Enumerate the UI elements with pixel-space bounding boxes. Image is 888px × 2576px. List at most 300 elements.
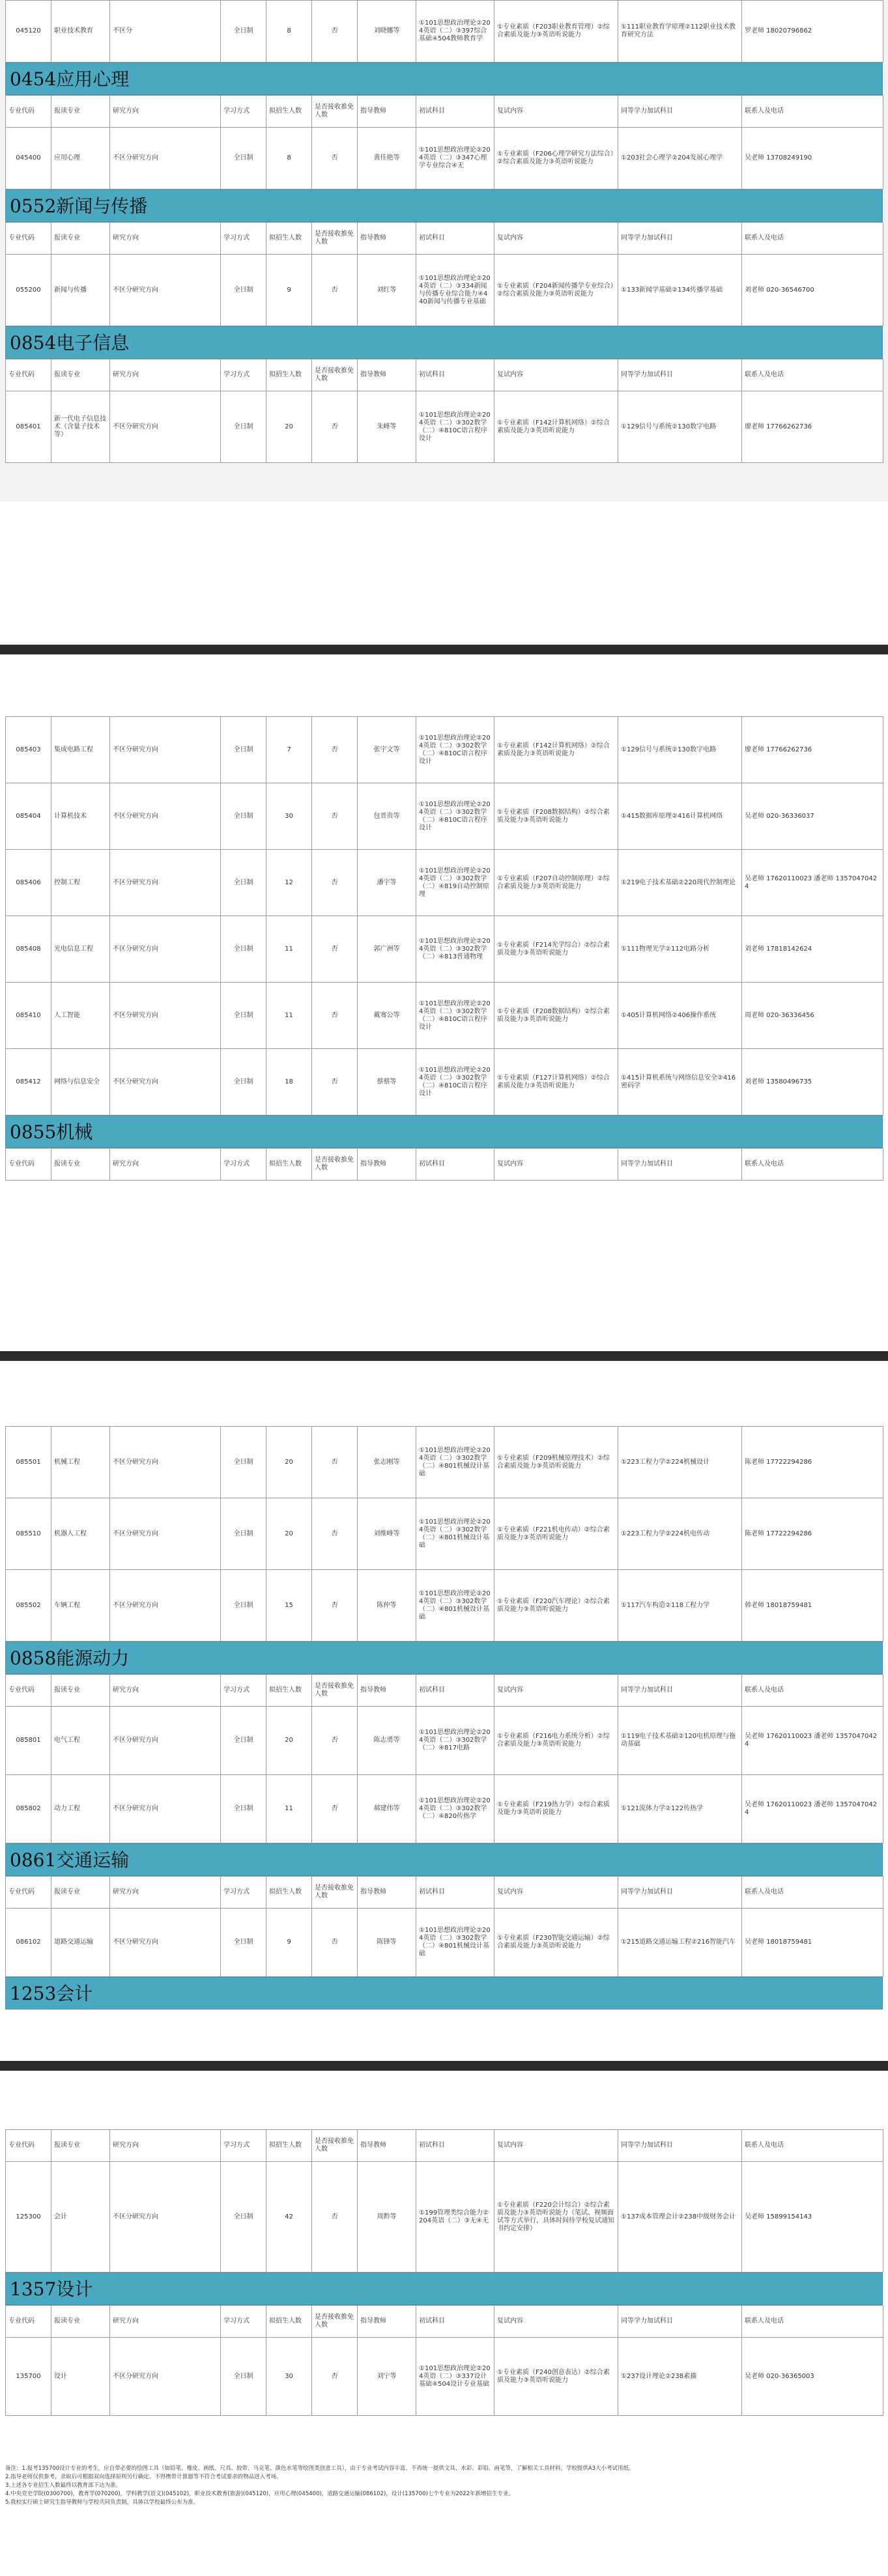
column-header: 专业代码 — [6, 1877, 51, 1909]
cell-mode: 全日制 — [221, 916, 266, 983]
cell-major: 新闻与传播 — [51, 255, 110, 326]
cell-tuimian: 否 — [312, 1427, 358, 1498]
table-row — [6, 1, 883, 63]
column-header: 同等学力加试科目 — [618, 1877, 742, 1909]
cell-mode: 全日制 — [221, 1498, 266, 1570]
cell-major: 动力工程 — [51, 1775, 110, 1843]
table-row — [6, 1049, 883, 1115]
cell-dir: 不区分研究方向 — [110, 1570, 221, 1642]
column-header: 是否接收推免人数 — [312, 1675, 358, 1707]
section-title: 1357设计 — [5, 2273, 883, 2305]
cell-contact: 罗老师 18020796862 — [742, 1, 883, 63]
column-header: 是否接收推免人数 — [312, 96, 358, 128]
column-header: 复试内容 — [494, 223, 618, 255]
cell-num: 11 — [266, 983, 312, 1049]
cell-retest: ①专业素质（F209机械原理技术）②综合素质及能力③英语听说能力 — [494, 1427, 618, 1498]
column-header: 初试科目 — [416, 359, 494, 391]
column-header: 研究方向 — [110, 2306, 221, 2338]
cell-exam: ①101思想政治理论②204英语（二）③302数学（二）④810C语言程序设计 — [416, 983, 494, 1049]
note-line: 4.中央党史学院(0300700)，教育学(070200)，学科教学(语文)(045102)，职业技术教育(旅游)(045120)，应用心理(045400)，道路交通运输(086102)，设计(135700)七个专业为2022年新增招生专业。 — [5, 2491, 514, 2497]
cell-major: 控制工程 — [51, 850, 110, 916]
page-separator — [0, 645, 888, 654]
page-separator — [0, 1351, 888, 1361]
cell-retest: ①专业素质（F127计算机网络）②综合素质及能力③英语听说能力 — [494, 1049, 618, 1115]
cell-num: 30 — [266, 2338, 312, 2416]
column-header: 指导教师 — [358, 1149, 416, 1181]
cell-major: 会计 — [51, 2162, 110, 2273]
column-header: 初试科目 — [416, 1675, 494, 1707]
table-row — [6, 1909, 883, 1977]
column-header: 同等学力加试科目 — [618, 2130, 742, 2162]
cell-retest: ①专业素质（F208数据结构）②综合素质及能力③英语听说能力 — [494, 783, 618, 850]
column-header: 研究方向 — [110, 96, 221, 128]
cell-num: 42 — [266, 2162, 312, 2273]
section-title: 0861交通运输 — [5, 1843, 883, 1876]
cell-retest: ①专业素质（F142计算机网络）②综合素质及能力③英语听说能力 — [494, 717, 618, 783]
column-header: 指导教师 — [358, 1675, 416, 1707]
note-line: 5.我校实行硕士研究生指导教师与学校共同负责制，具体以学校最终公布为准。 — [5, 2499, 199, 2506]
column-header: 初试科目 — [416, 2130, 494, 2162]
column-header: 拟招生人数 — [266, 96, 312, 128]
column-header: 是否接收推免人数 — [312, 223, 358, 255]
cell-exam: ①101思想政治理论②204英语（二）③302数学（二）④801机械设计基础 — [416, 1909, 494, 1977]
section-title: 0858能源动力 — [5, 1642, 883, 1674]
cell-exam: ①101思想政治理论②204英语（二）③302数学（二）④810C语言程序设计 — [416, 783, 494, 850]
column-header: 是否接收推免人数 — [312, 1149, 358, 1181]
column-header: 拟招生人数 — [266, 2306, 312, 2338]
cell-dir: 不区分研究方向 — [110, 391, 221, 463]
cell-dir: 不区分研究方向 — [110, 1049, 221, 1115]
cell-code: 085501 — [6, 1427, 51, 1498]
cell-dir: 不区分研究方向 — [110, 128, 221, 189]
cell-major: 设计 — [51, 2338, 110, 2416]
column-header: 拟招生人数 — [266, 1675, 312, 1707]
cell-num: 20 — [266, 1427, 312, 1498]
column-header: 专业代码 — [6, 2130, 51, 2162]
cell-dir: 不区分研究方向 — [110, 850, 221, 916]
cell-add: ①223工程力学②224机械设计 — [618, 1427, 742, 1498]
cell-contact: 吴老师 18018759481 — [742, 1909, 883, 1977]
cell-major: 新一代电子信息技术（含量子技术等） — [51, 391, 110, 463]
cell-add: ①237设计理论②238素描 — [618, 2338, 742, 2416]
column-header: 同等学力加试科目 — [618, 1149, 742, 1181]
section-title: 0854电子信息 — [5, 326, 883, 359]
cell-code: 085802 — [6, 1775, 51, 1843]
column-header: 专业代码 — [6, 96, 51, 128]
column-header: 联系人及电话 — [742, 2130, 883, 2162]
cell-add: ①219电子技术基础②220现代控制理论 — [618, 850, 742, 916]
column-header: 初试科目 — [416, 1149, 494, 1181]
table-row — [6, 850, 883, 916]
cell-mode: 全日制 — [221, 983, 266, 1049]
column-header: 专业代码 — [6, 1149, 51, 1181]
cell-retest: ①专业素质（F220汽车理论）②综合素质及能力③英语听说能力 — [494, 1570, 618, 1642]
cell-tuimian: 否 — [312, 1049, 358, 1115]
cell-teacher: 刘维峰等 — [358, 1498, 416, 1570]
footnotes — [5, 2465, 872, 2507]
cell-add: ①129信号与系统②130数字电路 — [618, 717, 742, 783]
section-title: 0552新闻与传播 — [5, 189, 883, 222]
header-row — [6, 223, 883, 255]
cell-tuimian: 否 — [312, 717, 358, 783]
column-header: 学习方式 — [221, 96, 266, 128]
cell-num: 9 — [266, 1909, 312, 1977]
cell-tuimian: 否 — [312, 255, 358, 326]
cell-exam: ①101思想政治理论②204英语（二）③302数学（二）④810C语言程序设计 — [416, 717, 494, 783]
cell-add: ①111物理光学②112电路分析 — [618, 916, 742, 983]
column-header: 学习方式 — [221, 359, 266, 391]
cell-dir: 不区分研究方向 — [110, 1707, 221, 1775]
cell-code: 085801 — [6, 1707, 51, 1775]
cell-retest: ①专业素质（F220会计综合）②综合素质及能力③英语听说能力（笔试、视频面试等方式举行，具体时间待学校复试通知书约定安排） — [494, 2162, 618, 2273]
cell-retest: ①专业素质（F204新闻传播学专业综合）②综合素质及能力③英语听说能力 — [494, 255, 618, 326]
cell-code: 045120 — [6, 1, 51, 63]
cell-mode: 全日制 — [221, 1427, 266, 1498]
column-header: 报读专业 — [51, 2130, 110, 2162]
cell-contact: 陈老师 17722294286 — [742, 1498, 883, 1570]
cell-add: ①133新闻学基础②134传播学基础 — [618, 255, 742, 326]
cell-mode: 全日制 — [221, 1909, 266, 1977]
column-header: 联系人及电话 — [742, 1675, 883, 1707]
column-header: 联系人及电话 — [742, 96, 883, 128]
column-header: 联系人及电话 — [742, 223, 883, 255]
cell-exam: ①101思想政治理论②204英语（二）③337设计基础④504设计专业基础 — [416, 2338, 494, 2416]
column-header: 指导教师 — [358, 359, 416, 391]
column-header: 报读专业 — [51, 1675, 110, 1707]
cell-dir: 不区分研究方向 — [110, 983, 221, 1049]
table-row — [6, 1707, 883, 1775]
cell-tuimian: 否 — [312, 391, 358, 463]
cell-num: 11 — [266, 1775, 312, 1843]
cell-tuimian: 否 — [312, 2162, 358, 2273]
cell-mode: 全日制 — [221, 1570, 266, 1642]
column-header: 专业代码 — [6, 223, 51, 255]
page-3 — [5, 1426, 883, 2009]
cell-code: 135700 — [6, 2338, 51, 2416]
cell-major: 人工智能 — [51, 983, 110, 1049]
cell-tuimian: 否 — [312, 1775, 358, 1843]
table-row — [6, 1498, 883, 1570]
cell-code: 085401 — [6, 391, 51, 463]
cell-major: 道路交通运输 — [51, 1909, 110, 1977]
cell-add: ①215道路交通运输工程②216智能汽车 — [618, 1909, 742, 1977]
header-row — [6, 2130, 883, 2162]
cell-tuimian: 否 — [312, 1570, 358, 1642]
column-header: 指导教师 — [358, 96, 416, 128]
cell-exam: ①101思想政治理论②204英语（二）③302数学（二）④817电路 — [416, 1707, 494, 1775]
cell-mode: 全日制 — [221, 1707, 266, 1775]
cell-num: 12 — [266, 850, 312, 916]
column-header: 复试内容 — [494, 2306, 618, 2338]
cell-add: ①129信号与系统②130数字电路 — [618, 391, 742, 463]
cell-teacher: 黄佳艳等 — [358, 128, 416, 189]
cell-add: ①405计算机网络②406操作系统 — [618, 983, 742, 1049]
page-1 — [5, 0, 883, 463]
table-row — [6, 128, 883, 189]
cell-teacher: 刘晓娜等 — [358, 1, 416, 63]
cell-mode: 全日制 — [221, 128, 266, 189]
mechanical-table — [5, 1426, 883, 1642]
column-header: 专业代码 — [6, 359, 51, 391]
column-header: 同等学力加试科目 — [618, 2306, 742, 2338]
section-title: 0454应用心理 — [5, 63, 883, 95]
cell-retest: ①专业素质（F230智能交通运输）②综合素质及能力③英语听说能力 — [494, 1909, 618, 1977]
note-line: 备注：1.报考135700设计专业的考生，应自带必要的绘图工具（如铅笔、橡皮、画纸、尺具、胶带、马克笔、颜色水笔等绘图类创意工具），由于专业考试内容丰富，不再统一提供文具、水彩、彩铅、画笔等，了解相关工具材料，学校提供A3大小考试用纸。 — [5, 2465, 635, 2472]
cell-tuimian: 否 — [312, 1909, 358, 1977]
column-header: 同等学力加试科目 — [618, 223, 742, 255]
cell-num: 8 — [266, 1, 312, 63]
cell-num: 18 — [266, 1049, 312, 1115]
cell-major: 机器人工程 — [51, 1498, 110, 1570]
cell-major: 机械工程 — [51, 1427, 110, 1498]
cell-contact: 吴老师 17620110023 潘老师 13570470424 — [742, 850, 883, 916]
cell-contact: 周老师 020-36336456 — [742, 983, 883, 1049]
cell-major: 车辆工程 — [51, 1570, 110, 1642]
cell-major: 网络与信息安全 — [51, 1049, 110, 1115]
cell-dir: 不区分研究方向 — [110, 2162, 221, 2273]
cell-teacher: 戴骞公等 — [358, 983, 416, 1049]
cell-mode: 全日制 — [221, 783, 266, 850]
cell-major: 电气工程 — [51, 1707, 110, 1775]
cell-code: 085406 — [6, 850, 51, 916]
cell-code: 125300 — [6, 2162, 51, 2273]
cell-dir: 不区分研究方向 — [110, 2338, 221, 2416]
cell-major: 应用心理 — [51, 128, 110, 189]
column-header: 初试科目 — [416, 1877, 494, 1909]
cell-exam: ①101思想政治理论②204英语（二）③302数学（二）④820传热学 — [416, 1775, 494, 1843]
cell-num: 15 — [266, 1570, 312, 1642]
cell-teacher: 陈仲等 — [358, 1570, 416, 1642]
column-header: 学习方式 — [221, 1877, 266, 1909]
column-header: 是否接收推免人数 — [312, 1877, 358, 1909]
cell-dir: 不区分研究方向 — [110, 783, 221, 850]
cell-major: 集成电路工程 — [51, 717, 110, 783]
note-line: 2.指导老师仅供参考，录取后可根据双向选择原则另行确定。不得携带计算器等不符合考试要求的物品进入考场。 — [5, 2474, 282, 2480]
column-header: 同等学力加试科目 — [618, 96, 742, 128]
column-header: 指导教师 — [358, 1877, 416, 1909]
table-row — [6, 1570, 883, 1642]
cell-num: 20 — [266, 391, 312, 463]
section-title: 0855机械 — [5, 1115, 883, 1148]
section-title: 1253会计 — [5, 1977, 883, 2009]
cell-mode: 全日制 — [221, 1049, 266, 1115]
cell-add: ①117汽车构造②118工程力学 — [618, 1570, 742, 1642]
cell-retest: ①专业素质（F203职业教育管理）②综合素质及能力③英语听说能力 — [494, 1, 618, 63]
cell-contact: 吴老师 020-36336037 — [742, 783, 883, 850]
cell-teacher: 朱峰等 — [358, 391, 416, 463]
cell-add: ①223工程力学②224机电传动 — [618, 1498, 742, 1570]
header-row — [6, 1675, 883, 1707]
header-row — [6, 1877, 883, 1909]
cell-add: ①415数据库原理②416计算机网络 — [618, 783, 742, 850]
cell-contact: 廖老师 17766262736 — [742, 717, 883, 783]
column-header: 学习方式 — [221, 2130, 266, 2162]
column-header: 联系人及电话 — [742, 2306, 883, 2338]
cell-teacher: 周黔等 — [358, 2162, 416, 2273]
column-header: 研究方向 — [110, 1149, 221, 1181]
cell-code: 085510 — [6, 1498, 51, 1570]
column-header: 研究方向 — [110, 359, 221, 391]
column-header: 复试内容 — [494, 1675, 618, 1707]
cell-teacher: 潘宇等 — [358, 850, 416, 916]
column-header: 报读专业 — [51, 1149, 110, 1181]
column-header: 联系人及电话 — [742, 1149, 883, 1181]
cell-add: ①415计算机系统与网络信息安全②416密码学 — [618, 1049, 742, 1115]
column-header: 学习方式 — [221, 1149, 266, 1181]
cell-major: 职业技术教育 — [51, 1, 110, 63]
column-header: 指导教师 — [358, 223, 416, 255]
cell-teacher: 蔡蔡等 — [358, 1049, 416, 1115]
cell-tuimian: 否 — [312, 1, 358, 63]
column-header: 学习方式 — [221, 2306, 266, 2338]
cell-teacher: 郝建伟等 — [358, 1775, 416, 1843]
cell-mode: 全日制 — [221, 850, 266, 916]
cell-mode: 全日制 — [221, 717, 266, 783]
column-header: 报读专业 — [51, 2306, 110, 2338]
cell-dir: 不区分研究方向 — [110, 1498, 221, 1570]
cell-dir: 不区分研究方向 — [110, 916, 221, 983]
cell-teacher: 陈锋等 — [358, 1909, 416, 1977]
column-header: 拟招生人数 — [266, 2130, 312, 2162]
cell-contact: 吴老师 17620110023 潘老师 13570470424 — [742, 1707, 883, 1775]
column-header: 同等学力加试科目 — [618, 359, 742, 391]
cell-num: 20 — [266, 1707, 312, 1775]
column-header: 是否接收推免人数 — [312, 2306, 358, 2338]
column-header: 是否接收推免人数 — [312, 2130, 358, 2162]
header-row — [6, 96, 883, 128]
cell-tuimian: 否 — [312, 916, 358, 983]
cell-exam: ①101思想政治理论②204英语（二）③302数学（二）④810C语言程序设计 — [416, 391, 494, 463]
cell-major: 计算机技术 — [51, 783, 110, 850]
cell-add: ①111职业教育学原理②112职业技术教育研究方法 — [618, 1, 742, 63]
cell-add: ①119电子技术基础②120电机原理与拖动基础 — [618, 1707, 742, 1775]
cell-retest: ①专业素质（F214光学综合）②综合素质及能力③英语听说能力 — [494, 916, 618, 983]
cell-teacher: 张宇文等 — [358, 717, 416, 783]
cell-tuimian: 否 — [312, 2338, 358, 2416]
cell-add: ①121流体力学②122传热学 — [618, 1775, 742, 1843]
cell-retest: ①专业素质（F207自动控制原理）②综合素质及能力③英语听说能力 — [494, 850, 618, 916]
cell-dir: 不区分 — [110, 1, 221, 63]
cell-exam: ①199管理类综合能力②204英语（二）③无④无 — [416, 2162, 494, 2273]
column-header: 研究方向 — [110, 223, 221, 255]
cell-mode: 全日制 — [221, 391, 266, 463]
cell-contact: 刘老师 020-36546700 — [742, 255, 883, 326]
column-header: 初试科目 — [416, 2306, 494, 2338]
column-header: 同等学力加试科目 — [618, 1675, 742, 1707]
column-header: 专业代码 — [6, 1675, 51, 1707]
table-row — [6, 391, 883, 463]
cell-retest: ①专业素质（F240创意表达）②综合素质及能力③英语听说能力 — [494, 2338, 618, 2416]
cell-contact: 吴老师 17620110023 潘老师 13570470424 — [742, 1775, 883, 1843]
section-table — [5, 359, 883, 463]
top-table — [5, 0, 883, 63]
cell-code: 085403 — [6, 717, 51, 783]
column-header: 专业代码 — [6, 2306, 51, 2338]
column-header: 拟招生人数 — [266, 223, 312, 255]
page-4 — [5, 2129, 883, 2416]
cell-contact: 廖老师 17766262736 — [742, 391, 883, 463]
cell-num: 7 — [266, 717, 312, 783]
column-header: 研究方向 — [110, 2130, 221, 2162]
column-header: 拟招生人数 — [266, 1149, 312, 1181]
cell-teacher: 刘宁等 — [358, 2338, 416, 2416]
column-header: 报读专业 — [51, 96, 110, 128]
cell-contact: 刘老师 17818142624 — [742, 916, 883, 983]
table-row — [6, 916, 883, 983]
cell-dir: 不区分研究方向 — [110, 1909, 221, 1977]
cell-contact: 吴老师 13708249190 — [742, 128, 883, 189]
cell-mode: 全日制 — [221, 1, 266, 63]
design-table — [5, 2305, 883, 2416]
cell-code: 085408 — [6, 916, 51, 983]
cell-retest: ①专业素质（F208数据结构）②综合素质及能力③英语听说能力 — [494, 983, 618, 1049]
column-header: 复试内容 — [494, 2130, 618, 2162]
cell-dir: 不区分研究方向 — [110, 1775, 221, 1843]
table-row — [6, 1427, 883, 1498]
column-header: 是否接收推免人数 — [312, 359, 358, 391]
section-table — [5, 95, 883, 189]
column-header: 研究方向 — [110, 1877, 221, 1909]
energy-table — [5, 1674, 883, 1843]
cell-tuimian: 否 — [312, 1707, 358, 1775]
table-row — [6, 2162, 883, 2273]
cell-code: 085410 — [6, 983, 51, 1049]
cell-exam: ①101思想政治理论②204英语（二）③302数学（二）④813普通物理 — [416, 916, 494, 983]
cell-major: 光电信息工程 — [51, 916, 110, 983]
column-header: 研究方向 — [110, 1675, 221, 1707]
cell-dir: 不区分研究方向 — [110, 717, 221, 783]
cell-mode: 全日制 — [221, 1775, 266, 1843]
cell-num: 20 — [266, 1498, 312, 1570]
cell-teacher: 刘红等 — [358, 255, 416, 326]
cell-mode: 全日制 — [221, 2338, 266, 2416]
table-row — [6, 1775, 883, 1843]
cell-teacher: 郭广洲等 — [358, 916, 416, 983]
column-header: 复试内容 — [494, 1149, 618, 1181]
cell-mode: 全日制 — [221, 255, 266, 326]
cell-contact: 陈老师 17722294286 — [742, 1427, 883, 1498]
column-header: 报读专业 — [51, 359, 110, 391]
cell-dir: 不区分研究方向 — [110, 255, 221, 326]
table-row — [6, 255, 883, 326]
column-header: 指导教师 — [358, 2306, 416, 2338]
cell-exam: ①101思想政治理论②204英语（二）③302数学（二）④819自动控制原理 — [416, 850, 494, 916]
cell-dir: 不区分研究方向 — [110, 1427, 221, 1498]
cell-tuimian: 否 — [312, 850, 358, 916]
cell-retest: ①专业素质（F206心理学研究方法综合）②综合素质及能力③英语听说能力 — [494, 128, 618, 189]
note-line: 3.上述各专业招生人数最终以教育部下达为准。 — [5, 2482, 122, 2489]
column-header: 报读专业 — [51, 223, 110, 255]
cell-teacher: 陈志勇等 — [358, 1707, 416, 1775]
header-row — [6, 1149, 883, 1181]
mechanical-header-table — [5, 1148, 883, 1181]
cell-retest: ①专业素质（F219热力学）②综合素质及能力③英语听说能力 — [494, 1775, 618, 1843]
cell-add: ①137成本管理会计②238中级财务会计 — [618, 2162, 742, 2273]
column-header: 报读专业 — [51, 1877, 110, 1909]
cell-tuimian: 否 — [312, 983, 358, 1049]
cell-exam: ①101思想政治理论②204英语（二）③302数学（二）④810C语言程序设计 — [416, 1049, 494, 1115]
column-header: 学习方式 — [221, 223, 266, 255]
cell-contact: 吴老师 15899154143 — [742, 2162, 883, 2273]
cell-contact: 刘老师 13580496735 — [742, 1049, 883, 1115]
cell-code: 045400 — [6, 128, 51, 189]
cell-retest: ①专业素质（F142计算机网络）②综合素质及能力③英语听说能力 — [494, 391, 618, 463]
cell-code: 085502 — [6, 1570, 51, 1642]
column-header: 初试科目 — [416, 96, 494, 128]
cell-contact: 韩老师 18018759481 — [742, 1570, 883, 1642]
cell-num: 30 — [266, 783, 312, 850]
cell-tuimian: 否 — [312, 783, 358, 850]
